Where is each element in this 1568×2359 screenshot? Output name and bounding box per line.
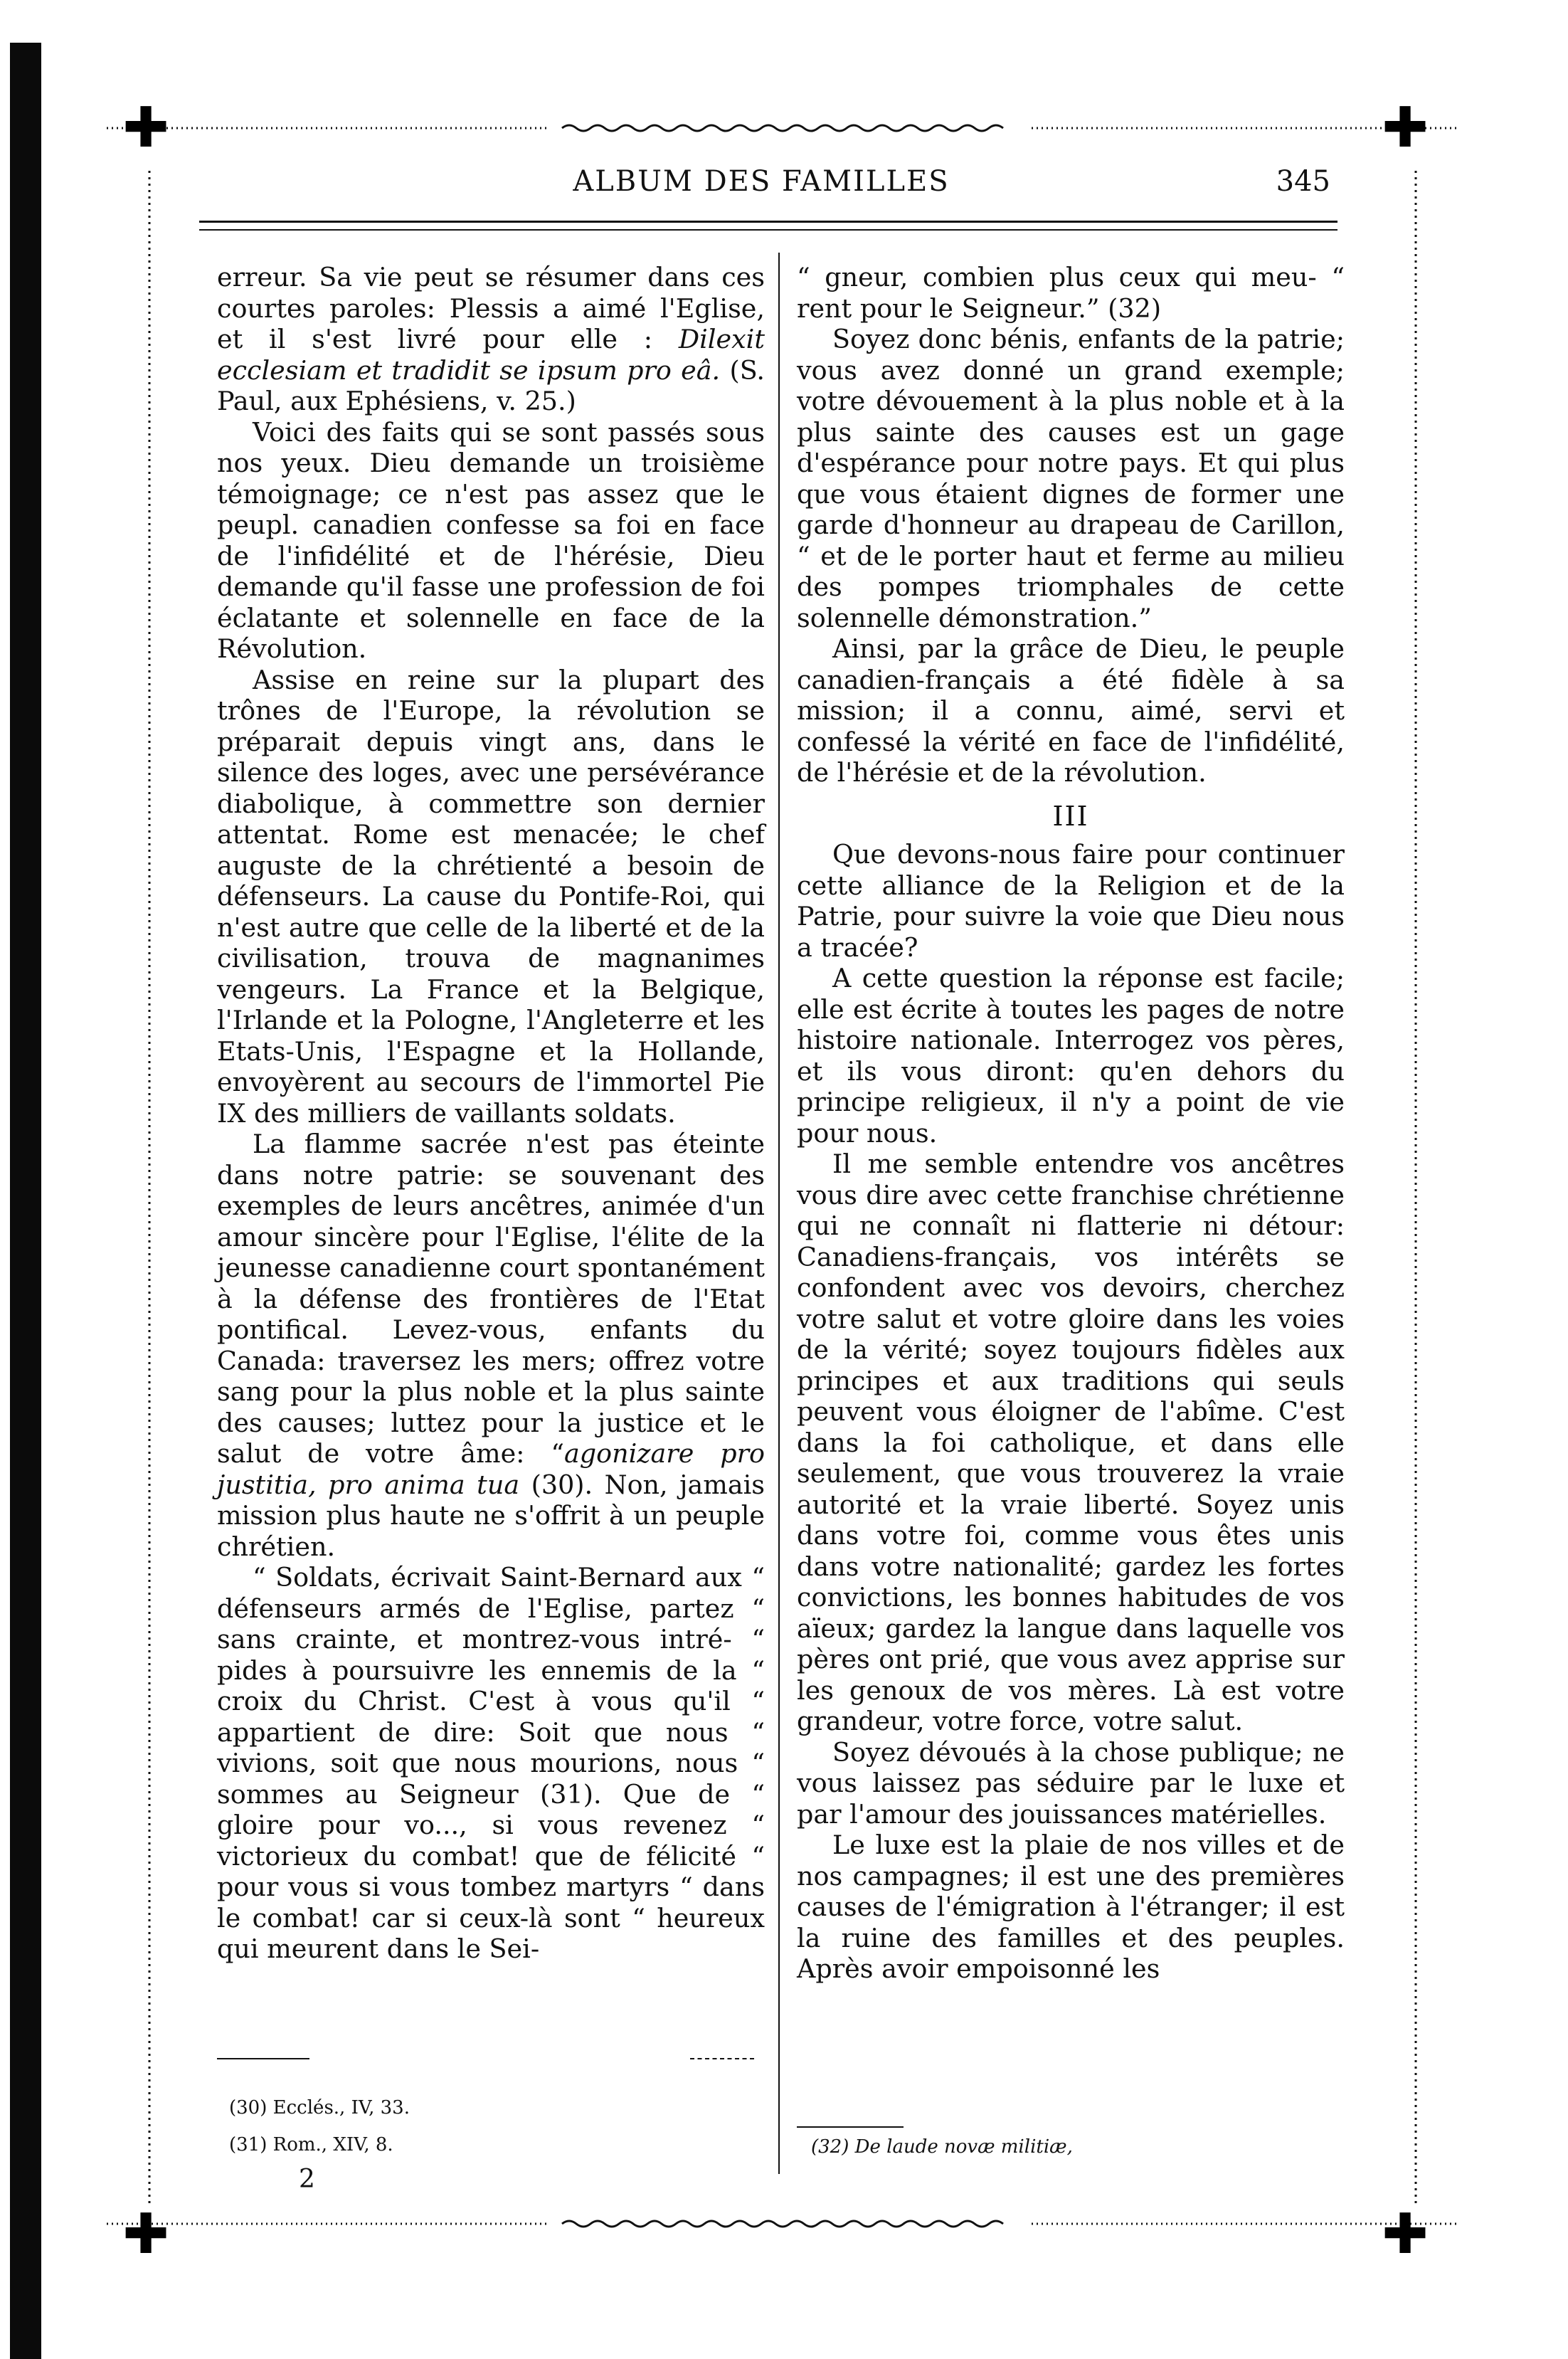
binding-spine: [10, 43, 41, 2359]
corner-ornament-icon: ✚: [122, 96, 169, 160]
paragraph: [217, 262, 765, 417]
paragraph: Ainsi, par la grâce de Dieu, le peuple canadien-français a été fidèle à sa mission; il a connu, aimé, servi et confessé la vérité en face de l'infidélité, de l'hérésie et de la révolution.: [797, 633, 1345, 788]
quoted-paragraph: “ gneur, combien plus ceux qui meu- “ rent pour le Seigneur.” (32): [797, 262, 1345, 324]
corner-ornament-icon: ✚: [122, 2202, 169, 2266]
left-frame-border: [139, 171, 160, 2206]
paragraph-text: (30). Non, jamais mission plus haute ne s'offrit à un peuple chrétien.: [217, 1469, 766, 1562]
footnote: [811, 2135, 1337, 2159]
running-head: [192, 162, 1330, 205]
latin-quote: Dilexit ecclesiam et tradidit se ipsum pro eâ.: [217, 324, 765, 386]
left-column: [217, 262, 765, 1965]
paragraph: A cette question la réponse est facile; elle est écrite à toutes les pages de notre histoire nationale. Interrogez vos pères, et ils vous diront: qu'en dehors du principe religieux, il n'y a point de vie pour nous.: [797, 963, 1345, 1149]
footnotes-left: [229, 2096, 741, 2170]
footnotes-right: [811, 2135, 1337, 2172]
paragraph: Il me semble entendre vos ancêtres vous dire avec cette franchise chrétienne qui ne connaît ni flatterie ni détour: Canadiens-français, vos intérêts se confondent avec vos devoirs, cherchez votre salut et votre gloire dans les voies de la vérité; soyez toujours fidèles aux principes et aux traditions qui seuls peuvent vous éloigner de l'abîme. C'est dans la foi catholique, et dans elle seulement, que vous trouverez la vraie autorité et la vraie liberté. Soyez unis dans votre foi, comme vous êtes unis dans votre nationalité; gardez les fortes convictions, les bonnes habitudes de vos aïeux; gardez la langue dans laquelle vos pères ont prié, que vous avez apprise sur les genoux de vos mères. Là est votre grandeur, votre force, votre salut.: [797, 1149, 1345, 1736]
page-number: 345: [1276, 165, 1330, 198]
footnote-rule: [797, 2126, 904, 2128]
paragraph-text: La flamme sacrée n'est pas éteinte dans notre patrie: se souvenant des exemples de leurs ancêtres, animée d'un amour sincère pour l'Eglise, l'élite de la jeunesse canadienne court spontanément à la défense des frontières de l'Etat pontifical. Levez-vous, enfants du Canada: traversez les mers; offrez votre sang pour la plus noble et la plus sainte des causes; luttez pour la justice et le salut de votre âme: “: [217, 1129, 765, 1469]
paragraph: [217, 1129, 765, 1562]
paragraph: Assise en reine sur la plupart des trônes de l'Europe, la révolution se préparait depuis vingt ans, dans le silence des loges, avec une persévérance diabolique, à commettre son dernier attentat. Rome est menacée; le chef auguste de la chrétienté a besoin de défenseurs. La cause du Pontife-Roi, qui n'est autre que celle de la liberté et de la civilisation, trouva de magnanimes vengeurs. La France et la Belgique, l'Irlande et la Pologne, l'Angleterre et les Etats-Unis, l'Espagne et la Hollande, envoyèrent au secours de l'immortel Pie IX des milliers de vaillants soldats.: [217, 664, 765, 1129]
paragraph: Voici des faits qui se sont passés sous nos yeux. Dieu demande un troisième témoignage; ce n'est pas assez que le peupl. canadien confesse sa foi en face de l'infidélité et de l'hérésie, Dieu demande qu'il fasse une profession de foi éclatante et solennelle en face de la Révolution.: [217, 416, 765, 664]
column-divider: [778, 253, 780, 2174]
paragraph: Soyez dévoués à la chose publique; ne vous laissez pas séduire par le luxe et par l'amour des jouissances matérielles.: [797, 1736, 1345, 1830]
bottom-frame-border: [107, 2210, 1458, 2238]
header-rule-thin: [199, 229, 1337, 231]
footnote-text: (32) De laude novæ militiæ,: [811, 2136, 1073, 2158]
header-rule: [199, 221, 1337, 223]
paragraph-text: erreur. Sa vie peut se résumer dans ces courtes paroles: Plessis a aimé l'Eglise, et il s'est livré pour elle :: [217, 262, 765, 354]
section-heading: III: [1052, 800, 1089, 832]
footnote-rule-dashed: [690, 2058, 754, 2059]
paragraph: Le luxe est la plaie de nos villes et de nos campagnes; il est une des premières causes de l'émigration à l'étranger; il est la ruine des familles et des peuples. Après avoir empoisonné les: [797, 1830, 1345, 1984]
reference: (S. Paul, aux Ephésiens, v. 25.): [217, 354, 765, 416]
running-title: ALBUM DES FAMILLES: [573, 165, 950, 198]
footnote-rule: [217, 2058, 309, 2059]
corner-ornament-icon: ✚: [1382, 2202, 1429, 2266]
footnote: (30) Ecclés., IV, 33.: [229, 2097, 410, 2118]
footnote: (31) Rom., XIV, 8.: [229, 2134, 393, 2155]
top-frame-border: [107, 114, 1458, 142]
paragraph: Soyez donc bénis, enfants de la patrie; vous avez donné un grand exemple; votre dévouement à la plus noble et à la plus sainte des causes est un gage d'espérance pour notre pays. Et qui plus que vous étaient dignes de former une garde d'honneur au drapeau de Carillon, “ et de le porter haut et ferme au milieu des pompes triomphales de cette solennelle démonstration.”: [797, 324, 1345, 633]
right-column: [797, 262, 1345, 1985]
corner-ornament-icon: ✚: [1382, 96, 1429, 160]
signature-mark: 2: [299, 2165, 315, 2194]
latin-quote: agonizare pro justitia, pro anima tua: [217, 1438, 765, 1500]
right-frame-border: [1405, 171, 1426, 2206]
quoted-paragraph: “ Soldats, écrivait Saint-Bernard aux “ défenseurs armés de l'Eglise, partez “ sans crainte, et montrez-vous intré- “ pides à poursuivre les ennemis de la “ croix du Christ. C'est à vous qu'il “ appartient de dire: Soit que nous “ vivions, soit que nous mourions, nous “ sommes au Seigneur (31). Que de “ gloire pour vo..., si vous revenez “ victorieux du combat! que de félicité “ pour vous si vous tombez martyrs “ dans le combat! car si ceux-là sont “ heureux qui meurent dans le Sei-: [217, 1562, 765, 1964]
paragraph: Que devons-nous faire pour continuer cette alliance de la Religion et de la Patrie, pour suivre la voie que Dieu nous a tracée?: [797, 839, 1345, 963]
